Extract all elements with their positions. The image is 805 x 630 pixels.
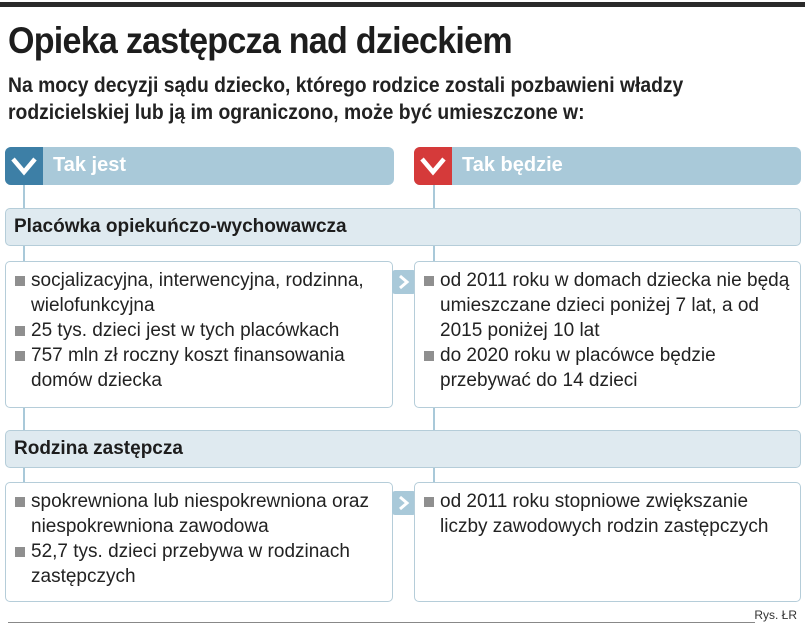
list-item: 52,7 tys. dzieci przebywa w rodzinach zastępczych (15, 539, 386, 589)
list-item: od 2011 roku w domach dziecka nie będą umieszczane dzieci poniżej 7 lat, a od 2015 poniżej 10 lat (424, 268, 794, 343)
bullet-icon (15, 276, 25, 286)
credit-label: Rys. ŁR (754, 608, 797, 622)
chevron-right-icon (392, 270, 416, 294)
right-column-line (433, 408, 435, 430)
bullet-icon (424, 497, 434, 507)
right-column-line (433, 246, 435, 261)
chevron-right-icon (392, 491, 416, 515)
check-icon (5, 147, 43, 185)
section-header (5, 208, 801, 246)
column-header-current-label: Tak jest (53, 154, 126, 176)
right-column-line (433, 185, 435, 208)
column-header-future-label: Tak będzie (462, 154, 563, 176)
bottom-rule (8, 622, 755, 623)
bullet-icon (15, 497, 25, 507)
current-state-box (5, 261, 393, 408)
left-column-line (23, 408, 25, 430)
bullet-icon (424, 351, 434, 361)
bullet-icon (424, 276, 434, 286)
column-header-current (5, 147, 394, 185)
left-column-line (23, 246, 25, 261)
list-item: 757 mln zł roczny koszt finansowania domów dziecka (15, 343, 386, 393)
section-title: Placówka opiekuńczo-wychowawcza (14, 216, 347, 237)
list-item: od 2011 roku stopniowe zwiększanie liczby zawodowych rodzin zastępczych (424, 489, 794, 539)
bullet-icon (15, 547, 25, 557)
list-item: socjalizacyjna, interwencyjna, rodzinna, wielofunkcyjna (15, 268, 386, 318)
top-rule (0, 2, 805, 7)
left-column-line (23, 185, 25, 208)
bullet-icon (15, 351, 25, 361)
list-item: do 2020 roku w placówce będzie przebywać do 14 dzieci (424, 343, 794, 393)
list-item: 25 tys. dzieci jest w tych placówkach (15, 318, 386, 343)
section-title: Rodzina zastępcza (14, 438, 183, 459)
current-state-box (5, 482, 393, 602)
future-state-box (414, 482, 801, 602)
section-header (5, 430, 801, 468)
future-state-box (414, 261, 801, 408)
page-title: Opieka zastępcza nad dzieckiem (8, 20, 512, 61)
right-column-line (433, 468, 435, 482)
check-icon (414, 147, 452, 185)
list-item: spokrewniona lub niespokrewniona oraz niespokrewniona zawodowa (15, 489, 386, 539)
page-subtitle: Na mocy decyzji sądu dziecko, którego rodzice zostali pozbawieni władzy rodzicielskiej lub ją im ograniczono, może być umieszczone w: (8, 74, 684, 124)
bullet-icon (15, 326, 25, 336)
left-column-line (23, 468, 25, 482)
column-header-future (414, 147, 801, 185)
